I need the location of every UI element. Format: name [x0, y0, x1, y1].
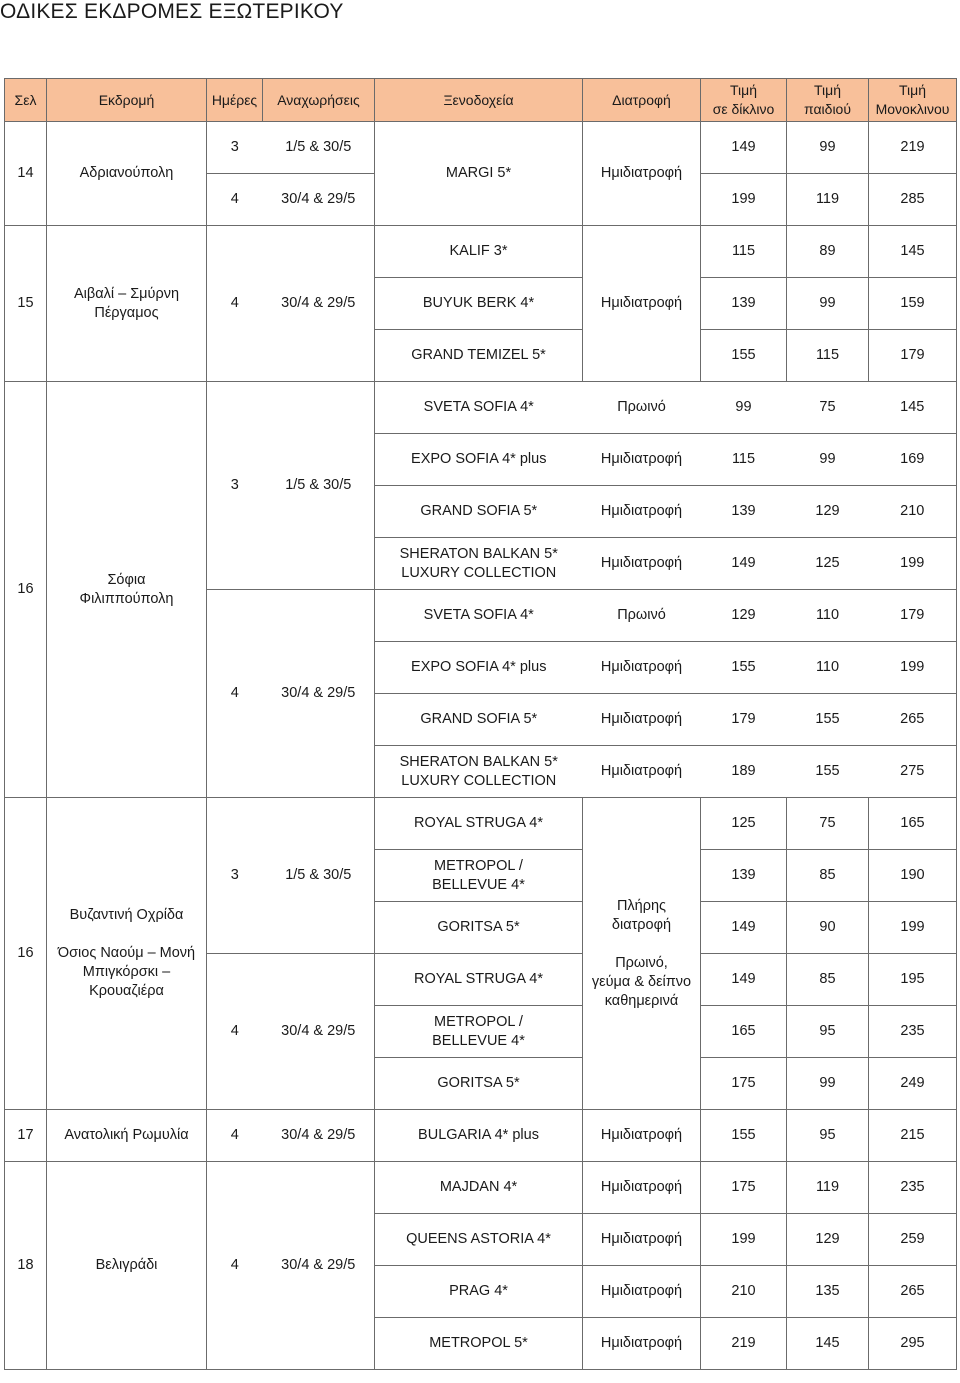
price-child: 119 — [787, 1162, 869, 1214]
price-child: 110 — [787, 642, 869, 694]
price-double: 199 — [701, 174, 787, 226]
price-child: 135 — [787, 1266, 869, 1318]
price-single: 235 — [869, 1006, 957, 1058]
page-number: 15 — [5, 226, 47, 382]
price-single: 165 — [869, 798, 957, 850]
hotel: METROPOL / BELLEVUE 4* — [375, 1006, 583, 1058]
table-row — [5, 382, 957, 434]
days: 4 — [207, 590, 263, 798]
hotel: SVETA SOFIA 4* — [375, 590, 583, 642]
dates: 1/5 & 30/5 — [263, 798, 375, 954]
price-single: 179 — [869, 590, 957, 642]
hotel: MAJDAN 4* — [375, 1162, 583, 1214]
price-single: 190 — [869, 850, 957, 902]
col-page: Σελ — [5, 79, 47, 122]
board: Ημιδιατροφή — [583, 434, 701, 486]
tour-name: Βυζαντινή Οχρίδα Όσιος Ναούμ – Μονή Μπιγκόρσκι – Κρουαζιέρα — [47, 798, 207, 1110]
table-row — [5, 1162, 957, 1214]
table-header-row — [5, 79, 957, 122]
price-child: 145 — [787, 1318, 869, 1370]
price-single: 265 — [869, 694, 957, 746]
tour-name: Αδριανούπολη — [47, 122, 207, 226]
tours-table — [4, 78, 957, 1370]
hotel: EXPO SOFIA 4* plus — [375, 434, 583, 486]
price-child: 99 — [787, 278, 869, 330]
price-single: 159 — [869, 278, 957, 330]
price-double: 175 — [701, 1058, 787, 1110]
price-single: 285 — [869, 174, 957, 226]
col-departures: Αναχωρήσεις — [263, 79, 375, 122]
hotel: ROYAL STRUGA 4* — [375, 798, 583, 850]
price-single: 199 — [869, 538, 957, 590]
price-child: 115 — [787, 330, 869, 382]
page-title: ΟΔΙΚΕΣ ΕΚΔΡΟΜΕΣ ΕΞΩΤΕΡΙΚΟΥ — [0, 0, 344, 23]
price-child: 125 — [787, 538, 869, 590]
table-row — [5, 122, 957, 174]
hotel: PRAG 4* — [375, 1266, 583, 1318]
hotel: KALIF 3* — [375, 226, 583, 278]
dates: 30/4 & 29/5 — [263, 590, 375, 798]
hotel: BULGARIA 4* plus — [375, 1110, 583, 1162]
table-row — [5, 1110, 957, 1162]
tour-name: Ανατολική Ρωμυλία — [47, 1110, 207, 1162]
price-single: 249 — [869, 1058, 957, 1110]
board: Ημιδιατροφή — [583, 642, 701, 694]
dates: 30/4 & 29/5 — [263, 954, 375, 1110]
table-row — [5, 226, 957, 278]
days: 4 — [207, 1110, 263, 1162]
price-single: 195 — [869, 954, 957, 1006]
col-tour: Εκδρομή — [47, 79, 207, 122]
price-double: 149 — [701, 538, 787, 590]
price-double: 155 — [701, 642, 787, 694]
price-double: 155 — [701, 330, 787, 382]
price-double: 165 — [701, 1006, 787, 1058]
board: Ημιδιατροφή — [583, 122, 701, 226]
col-price-child: Τιμή παιδιού — [787, 79, 869, 122]
price-single: 275 — [869, 746, 957, 798]
hotel: METROPOL / BELLEVUE 4* — [375, 850, 583, 902]
dates: 30/4 & 29/5 — [263, 1162, 375, 1370]
price-single: 199 — [869, 902, 957, 954]
hotel: GORITSA 5* — [375, 902, 583, 954]
price-child: 75 — [787, 798, 869, 850]
price-child: 95 — [787, 1110, 869, 1162]
col-board: Διατροφή — [583, 79, 701, 122]
dates: 1/5 & 30/5 — [263, 382, 375, 590]
price-child: 99 — [787, 122, 869, 174]
hotel: GRAND TEMIZEL 5* — [375, 330, 583, 382]
price-double: 129 — [701, 590, 787, 642]
price-child: 90 — [787, 902, 869, 954]
price-single: 219 — [869, 122, 957, 174]
price-child: 89 — [787, 226, 869, 278]
days: 3 — [207, 122, 263, 174]
days: 4 — [207, 954, 263, 1110]
board: Ημιδιατροφή — [583, 538, 701, 590]
hotel: SVETA SOFIA 4* — [375, 382, 583, 434]
board: Ημιδιατροφή — [583, 746, 701, 798]
hotel: BUYUK BERK 4* — [375, 278, 583, 330]
dates: 30/4 & 29/5 — [263, 226, 375, 382]
board: Ημιδιατροφή — [583, 1162, 701, 1214]
days: 3 — [207, 382, 263, 590]
price-double: 125 — [701, 798, 787, 850]
price-single: 199 — [869, 642, 957, 694]
price-double: 175 — [701, 1162, 787, 1214]
price-child: 99 — [787, 1058, 869, 1110]
dates: 30/4 & 29/5 — [263, 1110, 375, 1162]
page-number: 17 — [5, 1110, 47, 1162]
price-double: 99 — [701, 382, 787, 434]
days: 4 — [207, 226, 263, 382]
col-hotels: Ξενοδοχεία — [375, 79, 583, 122]
col-days: Ημέρες — [207, 79, 263, 122]
price-double: 189 — [701, 746, 787, 798]
price-double: 115 — [701, 226, 787, 278]
price-double: 139 — [701, 486, 787, 538]
price-double: 149 — [701, 122, 787, 174]
board: Ημιδιατροφή — [583, 226, 701, 382]
board: Ημιδιατροφή — [583, 1318, 701, 1370]
table-row — [5, 798, 957, 850]
price-child: 155 — [787, 746, 869, 798]
days: 4 — [207, 1162, 263, 1370]
page-number: 16 — [5, 798, 47, 1110]
price-single: 295 — [869, 1318, 957, 1370]
col-price-double: Τιμή σε δίκλινο — [701, 79, 787, 122]
price-double: 139 — [701, 278, 787, 330]
board: Ημιδιατροφή — [583, 486, 701, 538]
price-child: 129 — [787, 1214, 869, 1266]
price-single: 259 — [869, 1214, 957, 1266]
board: Ημιδιατροφή — [583, 694, 701, 746]
board: Ημιδιατροφή — [583, 1214, 701, 1266]
board: Πρωινό — [583, 590, 701, 642]
hotel: SHERATON BALKAN 5* LUXURY COLLECTION — [375, 746, 583, 798]
hotel: GRAND SOFIA 5* — [375, 486, 583, 538]
days: 4 — [207, 174, 263, 226]
price-child: 155 — [787, 694, 869, 746]
hotel: QUEENS ASTORIA 4* — [375, 1214, 583, 1266]
price-double: 149 — [701, 954, 787, 1006]
price-single: 145 — [869, 382, 957, 434]
price-single: 210 — [869, 486, 957, 538]
price-child: 85 — [787, 954, 869, 1006]
price-double: 155 — [701, 1110, 787, 1162]
page-number: 18 — [5, 1162, 47, 1370]
price-single: 235 — [869, 1162, 957, 1214]
hotel: MARGI 5* — [375, 122, 583, 226]
board: Πρωινό — [583, 382, 701, 434]
tour-name: Βελιγράδι — [47, 1162, 207, 1370]
price-double: 179 — [701, 694, 787, 746]
page-number: 14 — [5, 122, 47, 226]
tour-name: Αιβαλί – Σμύρνη Πέργαμος — [47, 226, 207, 382]
price-child: 75 — [787, 382, 869, 434]
col-price-single: Τιμή Μονοκλινου — [869, 79, 957, 122]
hotel: GORITSA 5* — [375, 1058, 583, 1110]
price-double: 149 — [701, 902, 787, 954]
price-child: 110 — [787, 590, 869, 642]
price-double: 115 — [701, 434, 787, 486]
price-double: 199 — [701, 1214, 787, 1266]
price-double: 210 — [701, 1266, 787, 1318]
board: Ημιδιατροφή — [583, 1266, 701, 1318]
dates: 1/5 & 30/5 — [263, 122, 375, 174]
hotel: ROYAL STRUGA 4* — [375, 954, 583, 1006]
price-child: 95 — [787, 1006, 869, 1058]
tour-name: Σόφια Φιλιππούπολη — [47, 382, 207, 798]
dates: 30/4 & 29/5 — [263, 174, 375, 226]
board: Πλήρης διατροφή Πρωινό, γεύμα & δείπνο καθημερινά — [583, 798, 701, 1110]
price-child: 99 — [787, 434, 869, 486]
price-child: 85 — [787, 850, 869, 902]
page-number: 16 — [5, 382, 47, 798]
hotel: METROPOL 5* — [375, 1318, 583, 1370]
hotel: EXPO SOFIA 4* plus — [375, 642, 583, 694]
price-double: 139 — [701, 850, 787, 902]
price-single: 215 — [869, 1110, 957, 1162]
hotel: GRAND SOFIA 5* — [375, 694, 583, 746]
price-single: 145 — [869, 226, 957, 278]
price-child: 129 — [787, 486, 869, 538]
board: Ημιδιατροφή — [583, 1110, 701, 1162]
price-single: 179 — [869, 330, 957, 382]
price-child: 119 — [787, 174, 869, 226]
price-double: 219 — [701, 1318, 787, 1370]
hotel: SHERATON BALKAN 5* LUXURY COLLECTION — [375, 538, 583, 590]
price-single: 265 — [869, 1266, 957, 1318]
price-single: 169 — [869, 434, 957, 486]
days: 3 — [207, 798, 263, 954]
